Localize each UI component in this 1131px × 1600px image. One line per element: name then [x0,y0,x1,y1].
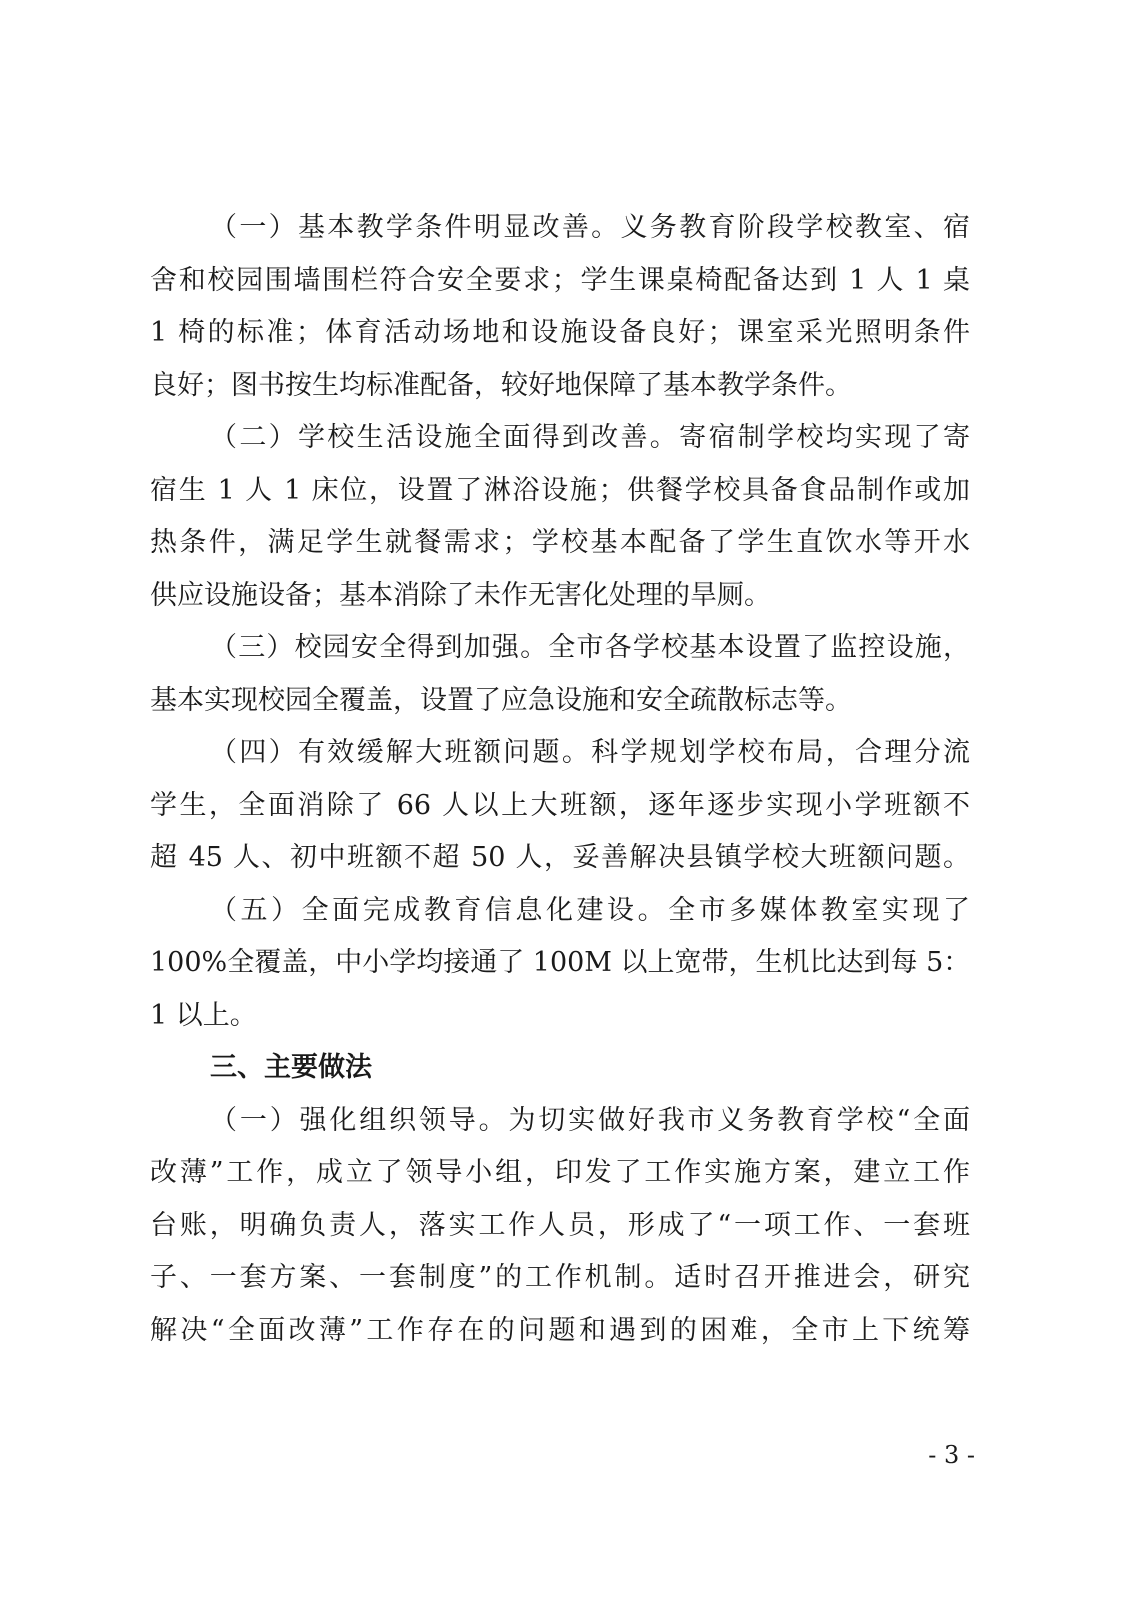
paragraph-4-line-3: 超 45 人、初中班额不超 50 人，妥善解决县镇学校大班额问题。 [150,842,970,873]
paragraph-5-line-1: （五）全面完成教育信息化建设。全市多媒体教室实现了 [210,894,970,926]
paragraph-3-line-1: （三）校园安全得到加强。全市各学校基本设置了监控设施， [210,632,970,663]
paragraph-4-line-1: （四）有效缓解大班额问题。科学规划学校布局，合理分流 [210,737,970,768]
paragraph-6-line-4: 子、一套方案、一套制度”的工作机制。适时召开推进会，研究 [150,1262,970,1293]
paragraph-1-line-3: 1 椅的标准；体育活动场地和设施设备良好；课室采光照明条件 [150,317,970,348]
page-number: - 3 - [928,1441,975,1469]
paragraph-1-line-4: 良好；图书按生均标准配备，较好地保障了基本教学条件。 [150,369,852,401]
paragraph-5-line-3: 1 以上。 [150,999,257,1031]
paragraph-6-line-1: （一）强化组织领导。为切实做好我市义务教育学校“全面 [210,1104,970,1136]
paragraph-2-line-4: 供应设施设备；基本消除了未作无害化处理的旱厕。 [150,579,771,611]
paragraph-5-line-2: 100%全覆盖，中小学均接通了 100M 以上宽带，生机比达到每 5： [150,947,971,978]
paragraph-1-line-1: （一）基本教学条件明显改善。义务教育阶段学校教室、宿 [210,212,970,243]
paragraph-6-line-2: 改薄”工作，成立了领导小组，印发了工作实施方案，建立工作 [150,1157,970,1188]
paragraph-4-line-2: 学生，全面消除了 66 人以上大班额，逐年逐步实现小学班额不 [150,789,970,821]
paragraph-2-line-1: （二）学校生活设施全面得到改善。寄宿制学校均实现了寄 [210,422,970,453]
paragraph-1-line-2: 舍和校园围墙围栏符合安全要求；学生课桌椅配备达到 1 人 1 桌 [150,264,970,296]
paragraph-6-line-5: 解决“全面改薄”工作存在的问题和遇到的困难，全市上下统筹 [150,1314,970,1346]
section-heading: 三、主要做法 [210,1052,372,1083]
paragraph-2-line-2: 宿生 1 人 1 床位，设置了淋浴设施；供餐学校具备食品制作或加 [150,474,970,506]
paragraph-3-line-2: 基本实现校园全覆盖，设置了应急设施和安全疏散标志等。 [150,684,852,716]
document-body [150,202,970,1357]
paragraph-2-line-3: 热条件，满足学生就餐需求；学校基本配备了学生直饮水等开水 [150,527,970,558]
paragraph-6-line-3: 台账，明确负责人，落实工作人员，形成了“一项工作、一套班 [150,1209,970,1241]
